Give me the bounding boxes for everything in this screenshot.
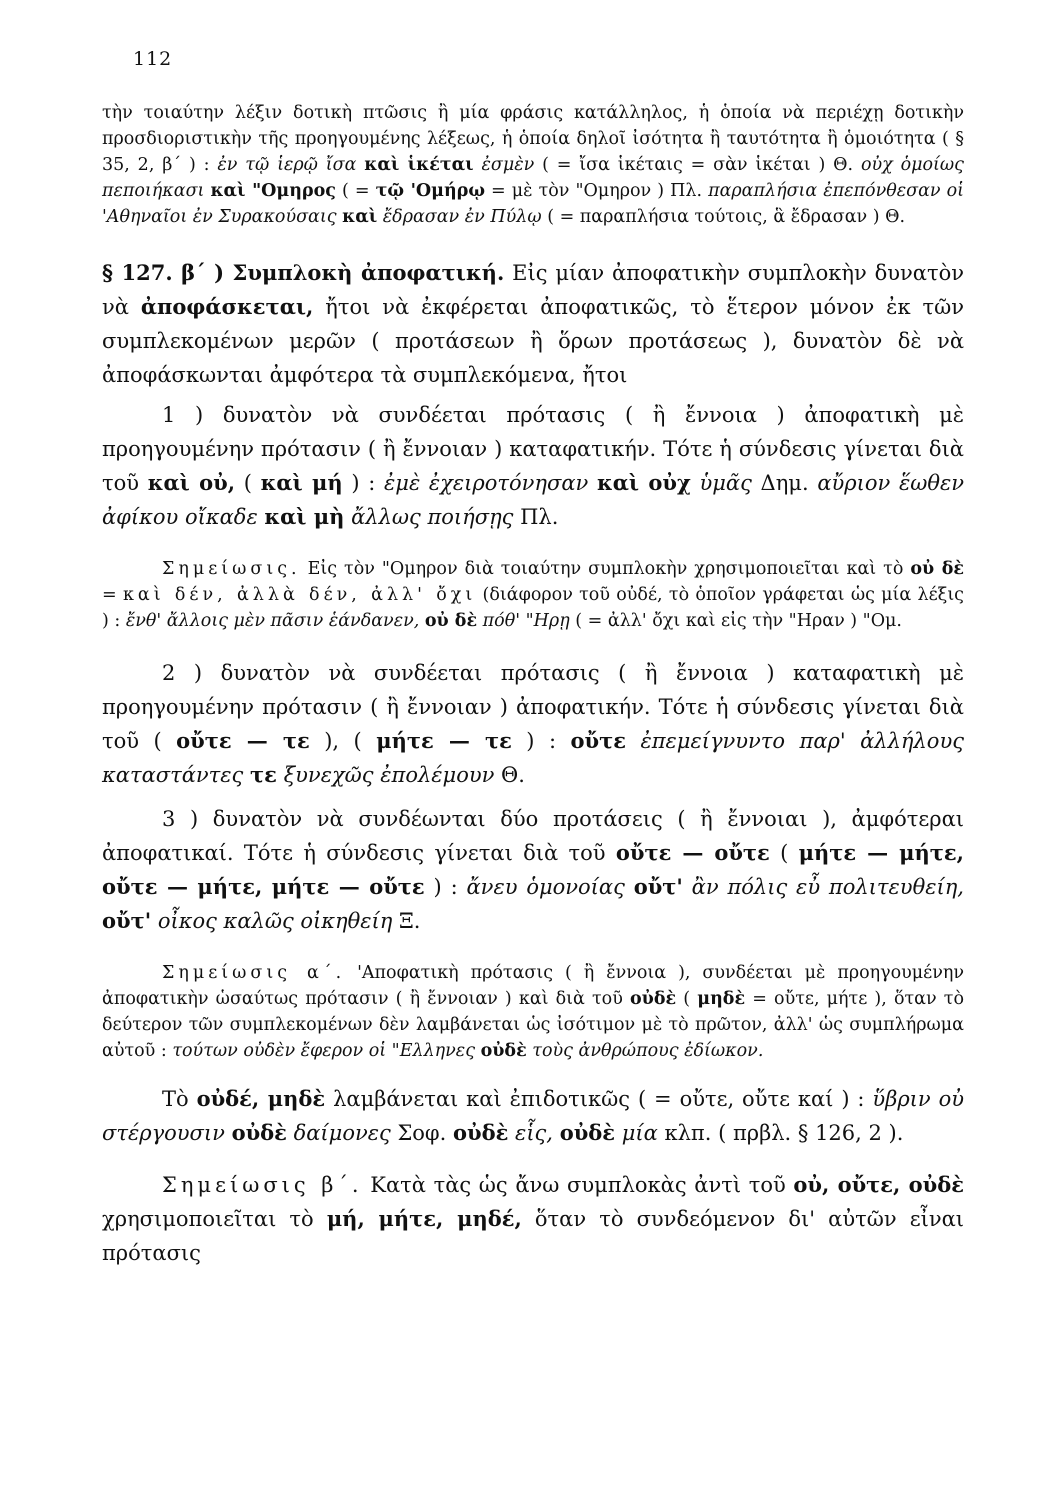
text-run: Πλ. [513,505,559,529]
paragraph-oude [102,1082,964,1150]
bold-term: μήτε — μήτε, οὔτε — μήτε, μήτε — οὔτε [102,840,964,899]
italic-example: ἄνευ ὁμονοίας [466,875,625,899]
bold-term: οὔτε — τε [176,728,310,753]
text-run: = [102,585,123,605]
text-run [277,763,284,787]
text-run: ) : [342,471,385,495]
text-run [287,1121,294,1145]
bold-term: § 127. β΄ ) Συμπλοκὴ ἀποφατική. [102,260,505,285]
bold-term: τε [250,762,277,787]
bold-term: καὶ οὐχ [597,470,691,495]
text-run: ( = [335,181,376,201]
text-run: ( = παραπλήσια τούτοις, ἃ ἔδρασαν ) Θ. [541,207,906,227]
text-run: Θ. [494,763,525,787]
italic-example: ἐπεμείγνυντο παρ' ἀλλήλους καταστάντες [102,729,964,787]
bold-term: οὐδὲ [559,1120,616,1145]
bold-term: οὐ, οὔτε, οὐδὲ [793,1172,965,1197]
italic-example: ἔνθ' ἄλλοις μὲν πᾶσιν ἑάνδανεν, [125,611,420,631]
text-run: Εἰς μίαν ἀποφατικὴν συμπλοκὴν δυνατὸν νὰ [102,261,964,319]
text-run [626,729,640,753]
italic-example: ἄλλως ποιήσῃς [351,505,514,529]
paragraph-note [102,556,964,634]
paragraph-case-3 [102,802,964,938]
italic-example: ὑμᾶς [699,471,752,495]
text-run: ) : [511,729,571,753]
spaced-term: Σημείωσις. [162,559,301,579]
text-run: 1 ) δυνατὸν νὰ συνδέεται πρότασις ( ἢ ἔννοια ) ἀποφατικὴ μὲ προηγουμένην πρότασιν ( ἢ ἔννοιαν ) καταφατικήν. Τότε ἡ σύνδεσις γίνεται διὰ τοῦ [102,403,964,495]
spaced-term: καὶ δέν, ἀλλὰ δέν, ἀλλ' ὄχι [122,585,477,605]
text-run: Κατὰ τὰς ὡς ἄνω συμπλοκὰς ἀντὶ τοῦ [362,1173,794,1197]
text-run [225,1121,232,1145]
text-run: Εἰς τὸν "Ομηρον διὰ τοιαύτην συμπλοκὴν χρησιμοποιεῖται καὶ τὸ [300,559,911,579]
text-run: λαμβάνεται καὶ ἐπιδοτικῶς ( = οὔτε, οὔτε καί ) : [325,1087,873,1111]
italic-example: δαίμονες [293,1121,391,1145]
text-run [553,1121,560,1145]
bold-term: καὶ ἱκέται [364,155,474,175]
text-run [615,1121,622,1145]
italic-example: οὐχ ὁμοίως πεποιήκασι [102,155,964,201]
italic-example: παραπλήσια ἐπεπόνθεσαν οἱ 'Αθηναῖοι ἐν Συρακούσαις [102,181,964,227]
text-run [243,763,250,787]
italic-example: ξυνεχῶς ἐπολέμουν [283,763,495,787]
bold-term: τῷ 'Ομήρῳ [375,181,486,201]
bold-term: καὶ οὐ, [147,470,236,495]
text-run: ὅταν τὸ συνδεόμενον δι' αὐτῶν εἶναι πρότασις [102,1207,965,1265]
bold-term: οὐ δὲ [910,559,965,579]
bold-term: οὐδέ, μηδὲ [196,1086,326,1111]
italic-example: εἷς, [515,1121,553,1145]
text-run: 'Αποφατικὴ πρότασις ( ἢ ἔννοια ), συνδέεται μὲ προηγουμένην ἀποφατικὴν ὡσαύτως πρότασιν ( ἢ ἔννοιαν ) καὶ διὰ τοῦ [102,963,965,1009]
text-run: (διάφορον τοῦ οὐδέ, τὸ ὁποῖον γράφεται ὡς μία λέξις ) : [102,585,964,631]
text-run: κλπ. ( πρβλ. § 126, 2 ). [657,1121,904,1145]
italic-example: ἂν πόλις εὖ πολιτευθείη, [691,875,964,899]
bold-term: μηδὲ [697,989,746,1009]
text-run: = μὲ τὸν "Ομηρον ) Πλ. [485,181,709,201]
text-run [151,909,158,933]
page-body [102,100,964,1270]
italic-example: τοὺς ἀνθρώπους ἐδίωκον. [532,1041,764,1061]
italic-example: ἔδρασαν ἐν Πύλῳ [382,207,542,227]
italic-example: πόθ' "Ηρῃ [482,611,570,631]
paragraph-section-127 [102,256,964,392]
italic-example: ἐμὲ ἐχειροτόνησαν [384,471,589,495]
text-run: χρησιμοποιεῖται τὸ [102,1207,327,1231]
bold-term: οὔτ' [102,908,152,933]
italic-example: ἐν τῷ ἱερῷ ἴσα [217,155,357,175]
bold-term: οὔτε [570,728,626,753]
spaced-term: Σημείωσις β΄. [162,1173,363,1197]
text-run [625,875,634,899]
paragraph-case-2 [102,656,964,792]
bold-term: οὐδὲ [231,1120,287,1145]
text-run: ( = ἀλλ' ὄχι καὶ εἰς τὴν "Ηραν ) "Ομ. [569,611,902,631]
text-run: ( [676,989,698,1009]
italic-example: ὕβριν οὐ στέργουσιν [102,1087,964,1145]
text-run: ( [769,841,799,865]
bold-term: οὐ δὲ [424,611,478,631]
text-run: Ξ. [392,909,421,933]
text-run [691,471,700,495]
text-run: Τὸ [162,1087,197,1111]
bold-term: μή, μήτε, μηδέ, [326,1206,522,1231]
bold-term: οὐδὲ [630,989,677,1009]
text-run: ) : [424,875,467,899]
text-run: ἤτοι νὰ ἐκφέρεται ἀποφατικῶς, τὸ ἕτερον μόνον ἐκ τῶν συμπλεκομένων μερῶν ( προτάσεων ἢ ὅρων προτάσεως ), δυνατὸν δὲ νὰ ἀποφάσκωνται ἀμφότερα τὰ συμπλεκόμενα, ἤτοι [102,295,965,387]
text-run [683,875,692,899]
text-run: ), ( [309,729,377,753]
text-run: 2 ) δυνατὸν νὰ συνδέεται πρότασις ( ἢ ἔννοια ) καταφατικὴ μὲ προηγουμένην πρότασιν ( ἢ ἔννοιαν ) ἀποφατικήν. Τότε ἡ σύνδεσις γίνεται διὰ τοῦ ( [102,661,964,753]
text-run: τὴν τοιαύτην λέξιν δοτικὴ πτῶσις ἢ μία φράσις κατάλληλος, ἡ ὁποία νὰ περιέχῃ δοτικὴν προσδιοριστικὴν τῆς προηγουμένης λέξεως, ἡ ὁποία δηλοῖ ἰσότητα ἢ ταυτότητα ἢ ὁμοιότητα ( § 35, 2, β΄ ) : [102,103,964,175]
paragraph-case-1 [102,398,964,534]
text-run: Σοφ. [390,1121,453,1145]
bold-term: καὶ "Ομηρος [210,181,336,201]
text-run: = οὔτε, μήτε ), ὅταν τὸ δεύτερον τῶν συμπλεκομένων δὲν λαμβάνεται ὡς ἰσότιμον μὲ τὸ πρῶτον, ἀλλ' ὡς συμπλήρωμα αὐτοῦ : [102,989,964,1061]
text-run: ( [235,471,261,495]
italic-example: μία [621,1121,658,1145]
spaced-term: Σημείωσις α΄. [162,963,346,983]
page-number: 112 [133,48,173,70]
bold-term: ἀποφάσκεται, [140,294,314,319]
text-run: ( = ἴσα ἱκέταις = σὰν ἱκέται ) Θ. [534,155,861,175]
paragraph-p1 [102,100,964,230]
text-run: 3 ) δυνατὸν νὰ συνδέωνται δύο προτάσεις ( ἢ ἔννοιαι ), ἀμφότεραι ἀποφατικαί. Τότε ἡ σύνδεσις γίνεται διὰ τοῦ [102,807,964,865]
italic-example: αὔριον ἕωθεν ἀφίκου οἴκαδε [102,471,965,529]
paragraph-note-b [102,1168,964,1270]
italic-example: οἶκος καλῶς οἰκηθείη [157,909,393,933]
paragraph-note-a [102,960,964,1064]
bold-term: μήτε — τε [376,728,512,753]
bold-term: οὐδὲ [480,1041,527,1061]
bold-term: καὶ μή [260,470,343,495]
text-run [588,471,597,495]
italic-example: ἐσμὲν [481,155,535,175]
italic-example: τούτων οὐδὲν ἔφερον οἱ "Ελληνες [172,1041,475,1061]
bold-term: καὶ [342,207,378,227]
bold-term: καὶ μὴ [264,504,345,529]
bold-term: οὐδὲ [453,1120,509,1145]
text-run: Δημ. [751,471,818,495]
bold-term: οὔτ' [633,874,683,899]
bold-term: οὔτε — οὔτε [615,840,770,865]
